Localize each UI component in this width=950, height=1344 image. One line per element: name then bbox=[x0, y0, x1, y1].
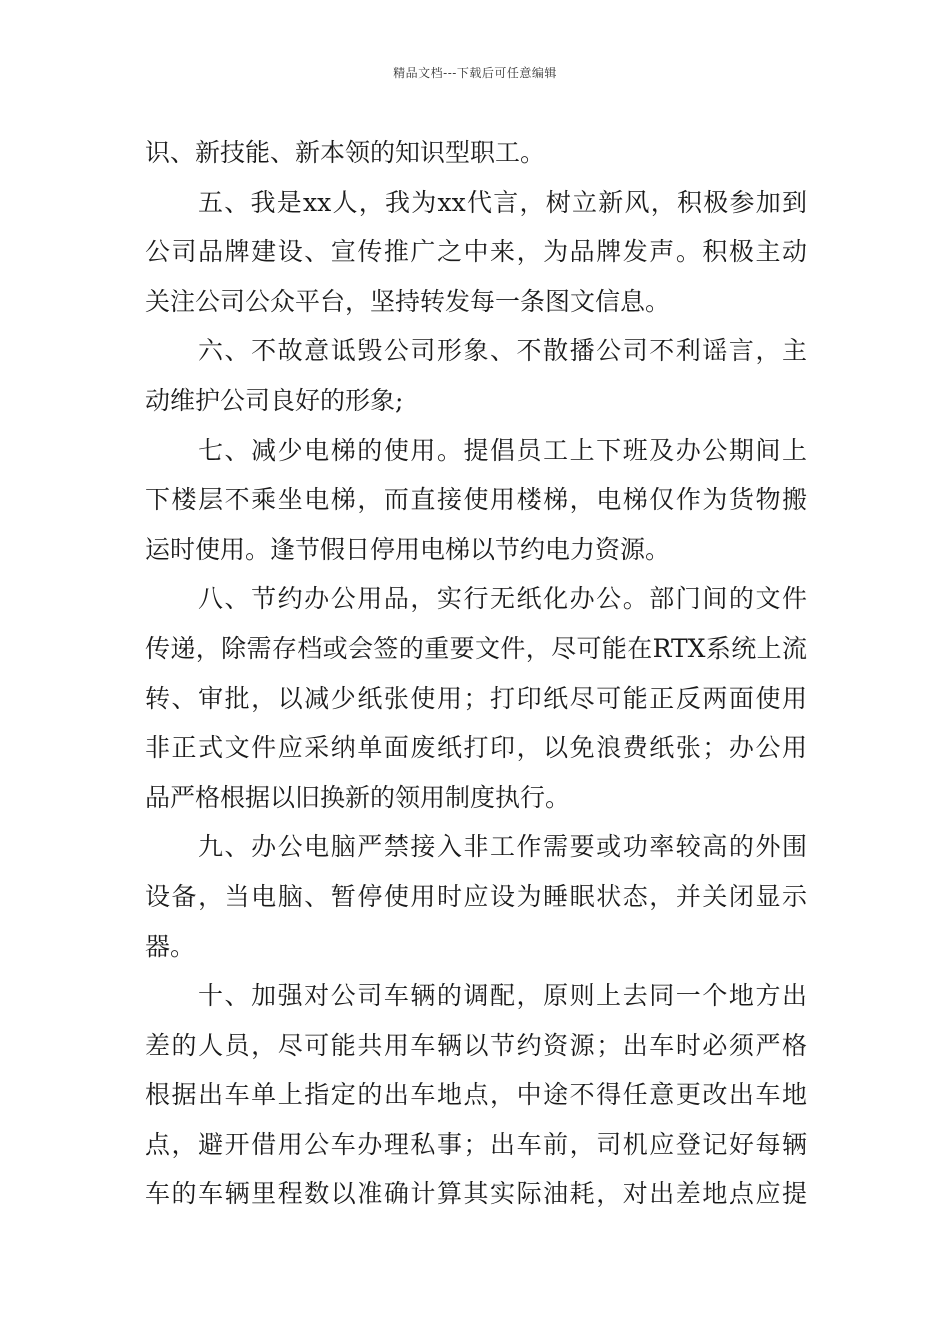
text-line: 品严格根据以旧换新的领用制度执行。 bbox=[145, 782, 571, 812]
text-line: 转、审批，以减少纸张使用；打印纸尽可能正反两面使用 bbox=[145, 683, 807, 713]
page-header: 精品文档---下载后可任意编辑 bbox=[393, 66, 557, 80]
text-line: 关注公司公众平台，坚持转发每一条图文信息。 bbox=[145, 286, 671, 316]
text-line: 非正式文件应采纳单面废纸打印，以免浪费纸张；办公用 bbox=[145, 733, 807, 763]
text-line: 五、我是xx人，我为xx代言，树立新风，积极参加到 bbox=[198, 187, 807, 217]
text-line: 识、新技能、新本领的知识型职工。 bbox=[145, 138, 546, 167]
text-line: 公司品牌建设、宣传推广之中来，为品牌发声。积极主动 bbox=[145, 237, 807, 267]
text-line: 下楼层不乘坐电梯，而直接使用楼梯，电梯仅作为货物搬 bbox=[145, 485, 807, 515]
text-line: 器。 bbox=[145, 931, 196, 961]
text-line: 六、不故意诋毁公司形象、不散播公司不利谣言，主 bbox=[198, 336, 807, 366]
text-line: 动维护公司良好的形象; bbox=[145, 385, 404, 415]
text-line: 十、加强对公司车辆的调配，原则上去同一个地方出 bbox=[198, 981, 807, 1011]
text-line: 根据出车单上指定的出车地点，中途不得任意更改出车地 bbox=[145, 1080, 807, 1110]
document-body bbox=[145, 128, 807, 1219]
text-line: 车的车辆里程数以准确计算其实际油耗，对出差地点应提 bbox=[145, 1179, 807, 1209]
text-line: 点，避开借用公车办理私事；出车前，司机应登记好每辆 bbox=[145, 1129, 807, 1159]
text-line: 七、减少电梯的使用。提倡员工上下班及办公期间上 bbox=[198, 435, 807, 465]
text-line: 设备，当电脑、暂停使用时应设为睡眠状态，并关闭显示 bbox=[145, 881, 807, 911]
text-line: 传递，除需存档或会签的重要文件，尽可能在RTX系统上流 bbox=[145, 633, 807, 663]
text-line: 八、节约办公用品，实行无纸化办公。部门间的文件 bbox=[198, 584, 807, 614]
text-line: 差的人员，尽可能共用车辆以节约资源；出车时必须严格 bbox=[145, 1030, 807, 1060]
text-line: 运时使用。逢节假日停用电梯以节约电力资源。 bbox=[145, 534, 671, 564]
text-line: 九、办公电脑严禁接入非工作需要或功率较高的外围 bbox=[198, 832, 807, 862]
